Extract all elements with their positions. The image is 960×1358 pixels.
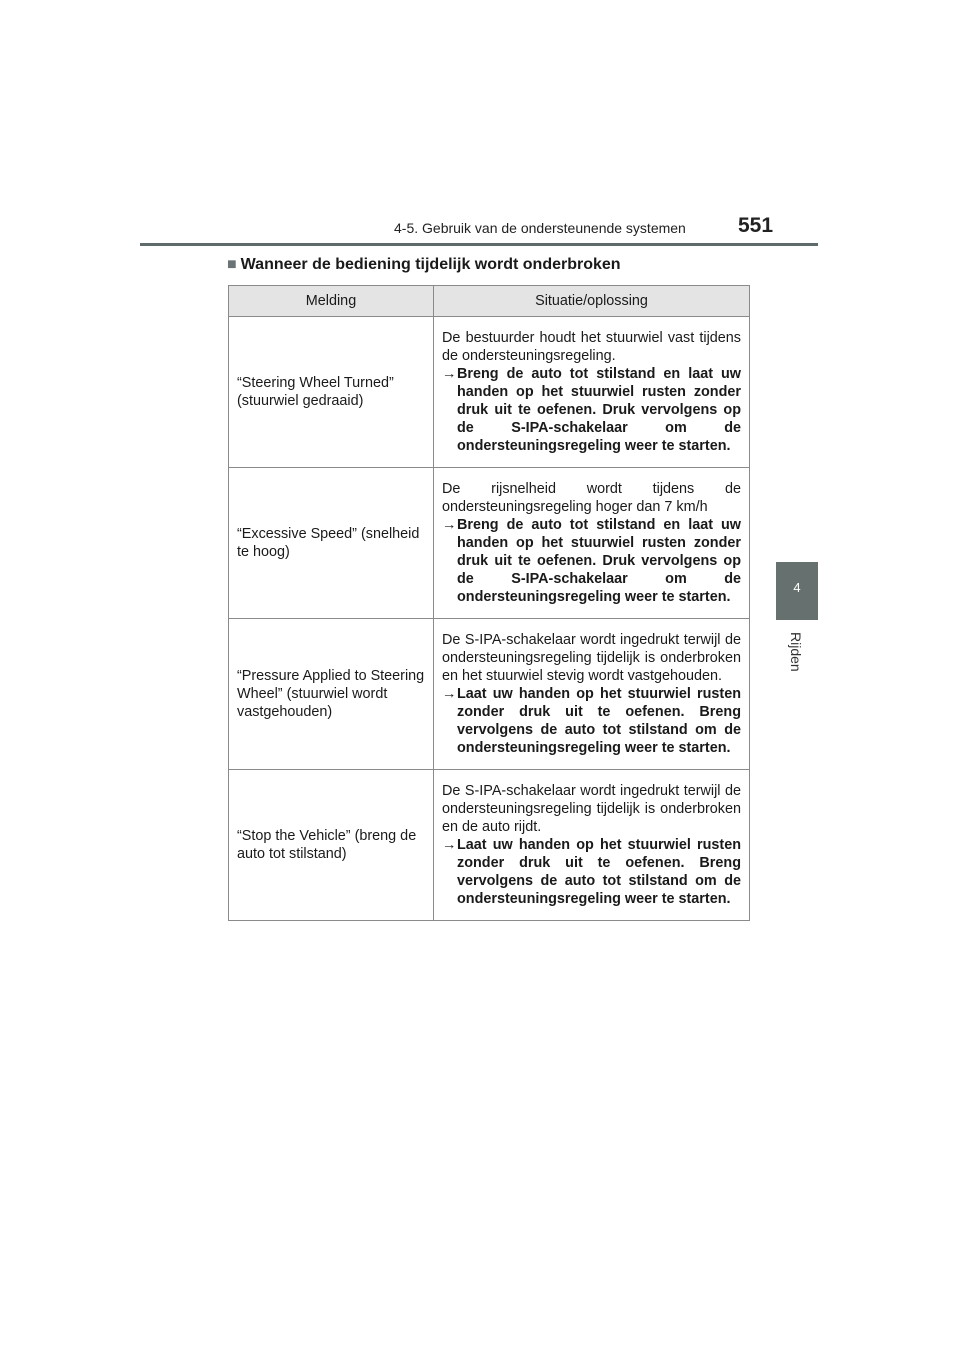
table-row [229,770,750,921]
solution [442,685,741,757]
message-table [228,285,750,921]
section-heading [227,256,621,274]
situation-cell [434,468,750,619]
solution-text: Breng de auto tot stilstand en laat uw handen op het stuurwiel rusten zonder druk uit te oefenen. Druk vervolgens op de S-IPA-schakelaar om de ondersteuningsregeling weer te starten. [457,366,741,454]
solution-text: Breng de auto tot stilstand en laat uw handen op het stuurwiel rusten zonder druk uit te oefenen. Druk vervolgens op de S-IPA-schakelaar om de ondersteuningsregeling weer te starten. [457,517,741,605]
table-header-row [229,286,750,317]
arrow-right-icon: → [442,517,457,533]
situation-text: De S-IPA-schakelaar wordt ingedrukt terwijl de ondersteuningsregeling tijdelijk is onderbroken en het stuurwiel stevig wordt vastgehouden. [442,632,741,684]
situation-text: De bestuurder houdt het stuurwiel vast tijdens de ondersteuningsregeling. [442,330,741,364]
table-row [229,468,750,619]
situation-text: De S-IPA-schakelaar wordt ingedrukt terwijl de ondersteuningsregeling tijdelijk is onderbroken en de auto rijdt. [442,783,741,835]
column-header-message: Melding [229,286,434,317]
message-cell: “Pressure Applied to Steering Wheel” (stuurwiel wordt vastgehouden) [229,619,434,770]
square-bullet-icon: ■ [227,256,237,273]
situation-cell [434,619,750,770]
section-heading-text: Wanneer de bediening tijdelijk wordt onderbroken [240,256,621,273]
chapter-tab [776,562,818,620]
situation-text: De rijsnelheid wordt tijdens de ondersteuningsregeling hoger dan 7 km/h [442,481,741,515]
solution [442,516,741,606]
situation-cell [434,317,750,468]
section-title: 4-5. Gebruik van de ondersteunende systemen [394,220,686,236]
solution-text: Laat uw handen op het stuurwiel rusten zonder druk uit te oefenen. Breng vervolgens de auto tot stilstand om de ondersteuningsregeling weer te starten. [457,686,741,756]
message-cell: “Excessive Speed” (snelheid te hoog) [229,468,434,619]
chapter-number: 4 [793,580,801,595]
column-header-situation: Situatie/oplossing [434,286,750,317]
solution [442,365,741,455]
header-divider [140,243,818,246]
arrow-right-icon: → [442,366,457,382]
chapter-label: Rijden [788,632,804,672]
message-cell: “Stop the Vehicle” (breng de auto tot stilstand) [229,770,434,921]
arrow-right-icon: → [442,837,457,853]
solution-text: Laat uw handen op het stuurwiel rusten zonder druk uit te oefenen. Breng vervolgens de auto tot stilstand om de ondersteuningsregeling weer te starten. [457,837,741,907]
page-number: 551 [738,214,774,237]
table-row [229,619,750,770]
situation-cell [434,770,750,921]
arrow-right-icon: → [442,686,457,702]
message-cell: “Steering Wheel Turned” (stuurwiel gedraaid) [229,317,434,468]
table-row [229,317,750,468]
solution [442,836,741,908]
